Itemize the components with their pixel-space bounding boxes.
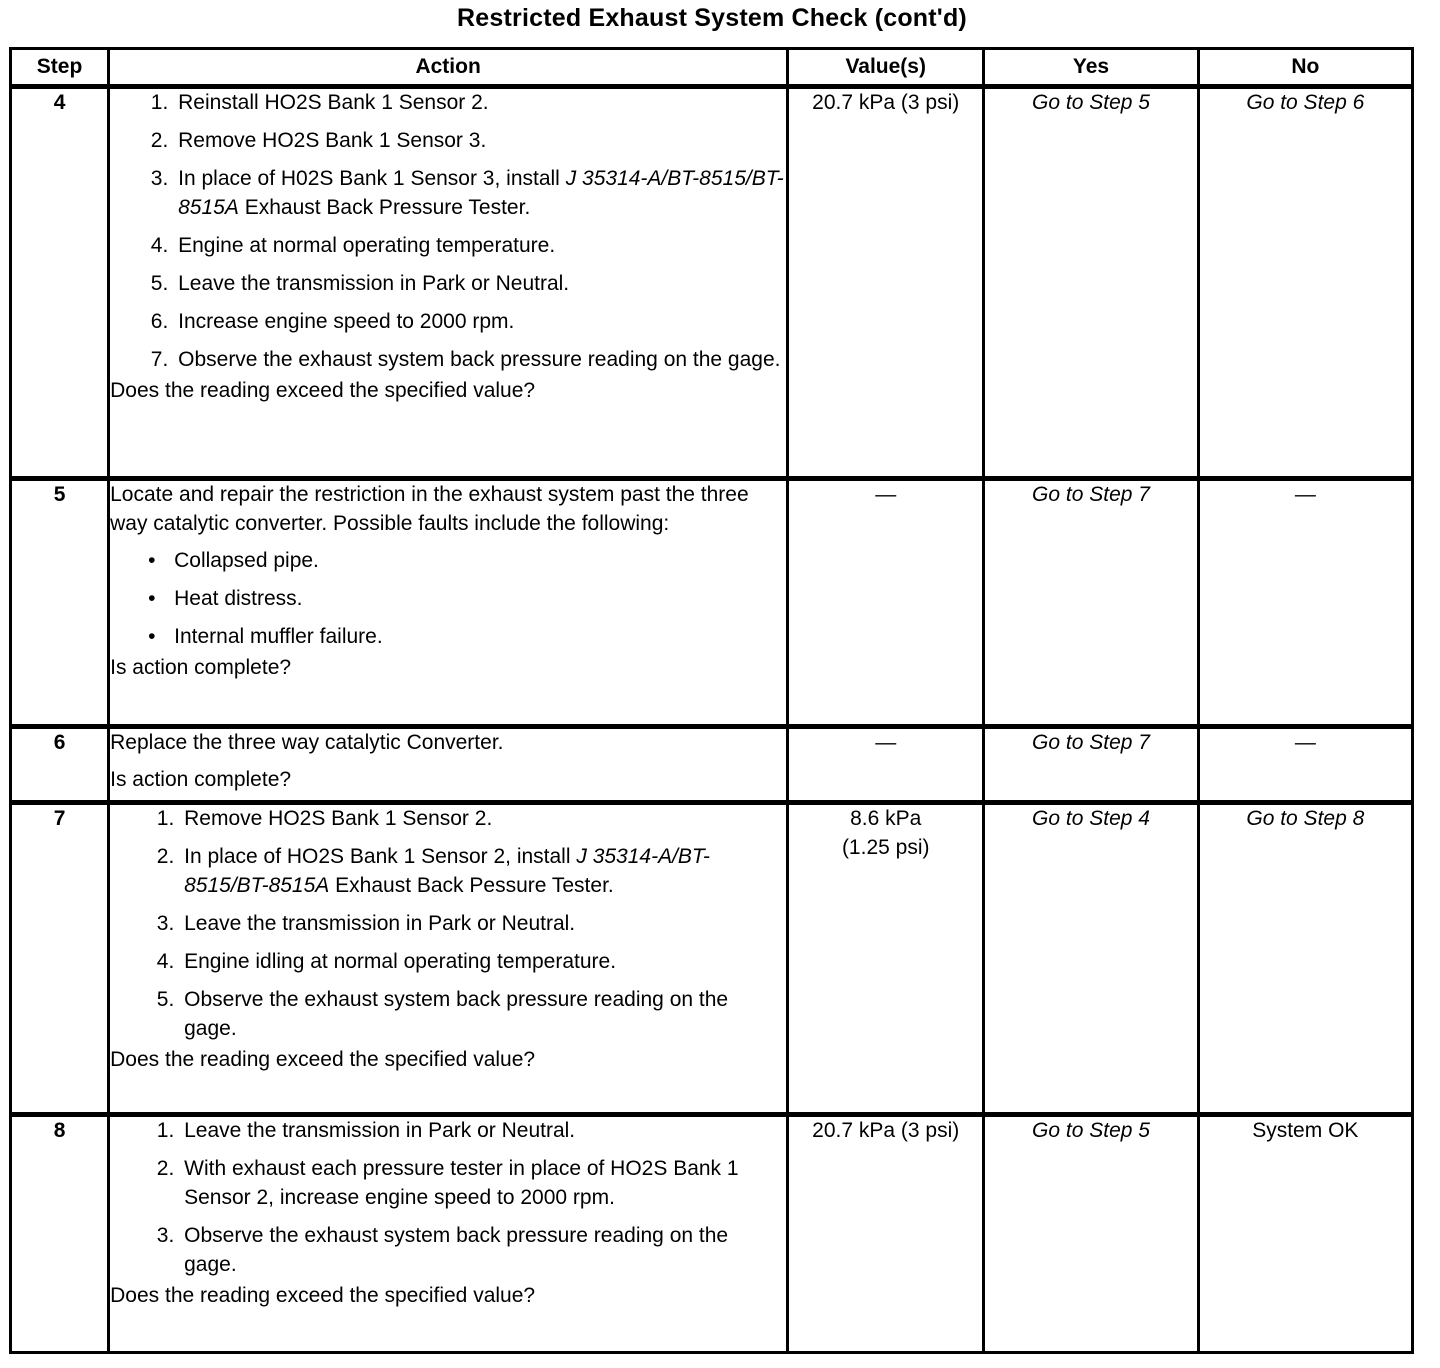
list-item: 1. Remove HO2S Bank 1 Sensor 2.: [180, 805, 786, 834]
list-item: 1. Leave the transmission in Park or Neutral.: [180, 1117, 786, 1146]
yes-cell: Go to Step 5: [984, 87, 1198, 479]
tool-name: Exhaust Back Pessure Tester.: [335, 873, 614, 897]
value-cell: 20.7 kPa (3 psi): [788, 87, 984, 479]
header-action: Action: [109, 49, 788, 87]
tool-number: J 35314-A/BT-8515/BT-8515A: [184, 844, 710, 897]
step-text: In place of HO2S Bank 1 Sensor 2, install: [184, 844, 571, 868]
diagnostic-table: [9, 47, 1414, 1354]
table-row: [11, 727, 1413, 803]
list-item: 6. Increase engine speed to 2000 rpm.: [174, 308, 786, 337]
list-item: 4. Engine idling at normal operating temperature.: [180, 948, 786, 977]
value-line: 8.6 kPa: [850, 807, 922, 830]
step-number: 7: [11, 803, 109, 1115]
no-cell: —: [1198, 727, 1412, 803]
header-no: No: [1198, 49, 1412, 87]
action-steps: [110, 89, 786, 375]
no-cell: —: [1198, 479, 1412, 727]
table-row: [11, 803, 1413, 1115]
no-cell: Go to Step 6: [1198, 87, 1412, 479]
question-text: Does the reading exceed the specified value?: [110, 1047, 536, 1071]
step-number: 5: [11, 479, 109, 727]
step-number: 4: [11, 87, 109, 479]
action-steps: [110, 805, 786, 1044]
action-cell: [109, 803, 788, 1115]
tool-number: J 35314-A/BT-8515/BT-8515A: [178, 166, 784, 219]
question-text: Is action complete?: [110, 655, 292, 679]
list-item: [180, 843, 786, 901]
table-row: [11, 87, 1413, 479]
list-item: 1. Reinstall HO2S Bank 1 Sensor 2.: [174, 89, 786, 118]
action-cell: [109, 1115, 788, 1353]
list-item: • Collapsed pipe.: [174, 547, 786, 576]
header-row: [11, 49, 1413, 87]
no-cell: System OK: [1198, 1115, 1412, 1353]
action-cell: [109, 727, 788, 803]
value-line: (1.25 psi): [841, 835, 930, 859]
list-item: • Internal muffler failure.: [174, 623, 786, 652]
header-yes: Yes: [984, 49, 1198, 87]
page-title: Restricted Exhaust System Check (cont'd): [457, 4, 967, 32]
step-number: 6: [11, 727, 109, 803]
list-item: 3. Leave the transmission in Park or Neutral.: [180, 910, 786, 939]
list-item: 5. Leave the transmission in Park or Neutral.: [174, 270, 786, 299]
value-cell: 20.7 kPa (3 psi): [788, 1115, 984, 1353]
action-intro: Replace the three way catalytic Converter.: [110, 731, 504, 754]
question-text: Does the reading exceed the specified value?: [110, 1283, 536, 1307]
table-row: [11, 1115, 1413, 1353]
list-item: • Heat distress.: [174, 585, 786, 614]
list-item: [174, 165, 786, 223]
tool-name: Exhaust Back Pressure Tester.: [244, 195, 531, 219]
question-text: Does the reading exceed the specified value?: [110, 378, 536, 402]
action-cell: [109, 479, 788, 727]
list-item: 7. Observe the exhaust system back pressure reading on the gage.: [174, 346, 786, 375]
fault-list: [110, 547, 786, 652]
header-step: Step: [11, 49, 109, 87]
value-cell: —: [788, 727, 984, 803]
yes-cell: Go to Step 5: [984, 1115, 1198, 1353]
yes-cell: Go to Step 7: [984, 479, 1198, 727]
question-text: Is action complete?: [110, 767, 292, 791]
action-intro: Locate and repair the restriction in the exhaust system past the three way catalytic converter. Possible faults include the following:: [110, 483, 749, 535]
step-text: In place of H02S Bank 1 Sensor 3, install: [178, 166, 560, 190]
yes-cell: Go to Step 7: [984, 727, 1198, 803]
table-row: [11, 479, 1413, 727]
action-cell: [109, 87, 788, 479]
list-item: 3. Observe the exhaust system back pressure reading on the gage.: [180, 1222, 786, 1280]
list-item: 2. Remove HO2S Bank 1 Sensor 3.: [174, 127, 786, 156]
step-number: 8: [11, 1115, 109, 1353]
list-item: 4. Engine at normal operating temperature.: [174, 232, 786, 261]
list-item: 5. Observe the exhaust system back pressure reading on the gage.: [180, 986, 786, 1044]
value-cell: —: [788, 479, 984, 727]
value-cell: [788, 803, 984, 1115]
yes-cell: Go to Step 4: [984, 803, 1198, 1115]
action-steps: [110, 1117, 786, 1280]
header-values: Value(s): [788, 49, 984, 87]
no-cell: Go to Step 8: [1198, 803, 1412, 1115]
list-item: 2. With exhaust each pressure tester in place of HO2S Bank 1 Sensor 2, increase engine speed to 2000 rpm.: [180, 1155, 786, 1213]
